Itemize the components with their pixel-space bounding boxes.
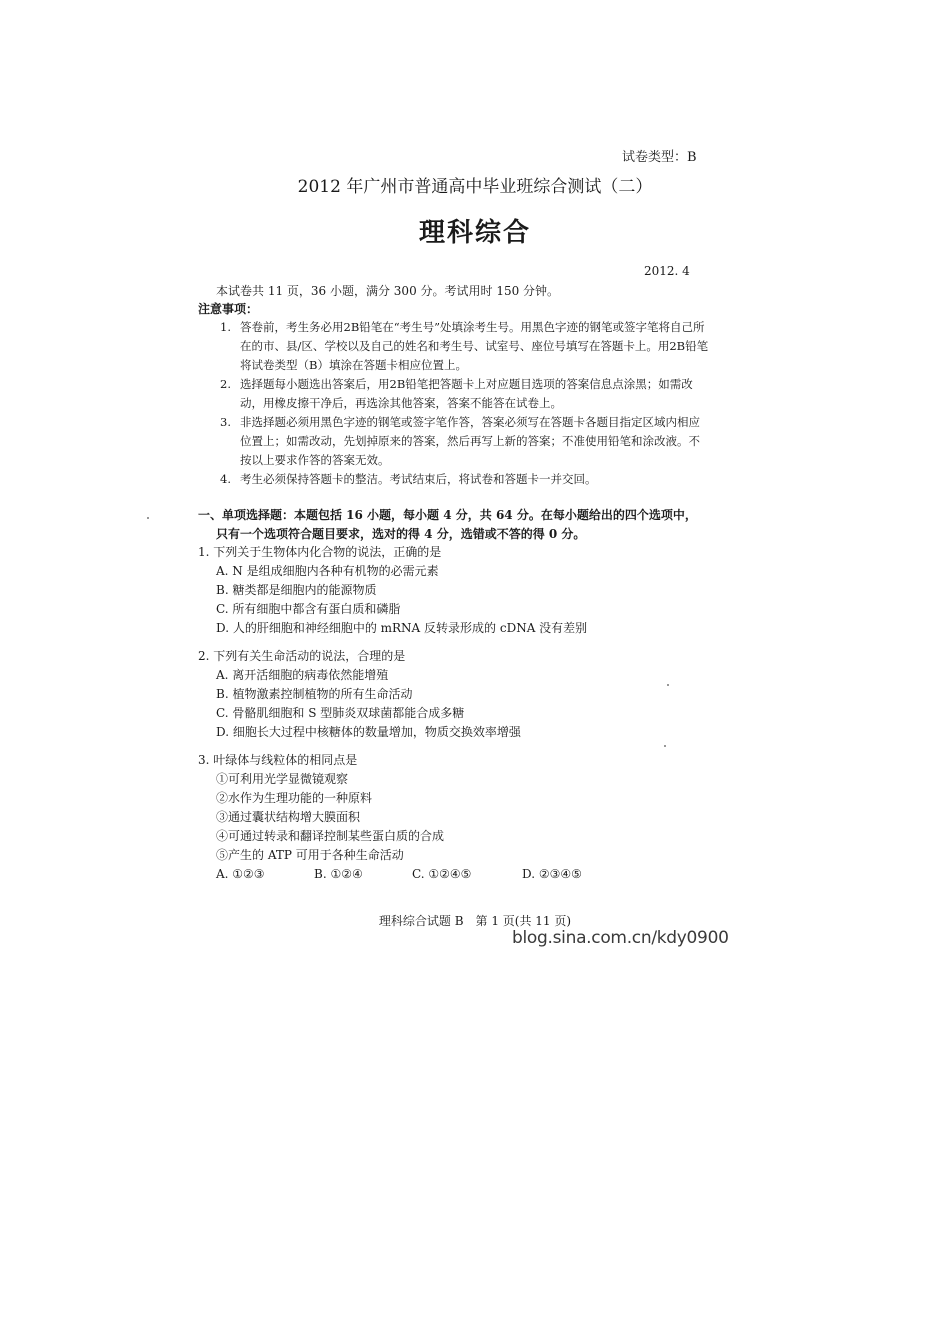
- question-stem: 2. 下列有关生命活动的说法，合理的是: [198, 649, 406, 663]
- answer-option: D. 细胞长大过程中核糖体的数量增加，物质交换效率增强: [216, 725, 521, 739]
- note-text: 答卷前，考生务必用2B铅笔在“考生号”处填涂考生号。用黑色字迹的钢笔或签字笔将自己所在的市、县/区、学校以及自己的姓名和考生号、试室号、座位号填写在答题卡上。用2B铅笔将试卷类型（B）填涂在答题卡相应位置上。: [240, 320, 709, 372]
- answer-option: A. N 是组成细胞内各种有机物的必需元素: [216, 564, 439, 578]
- question-stem: 1. 下列关于生物体内化合物的说法，正确的是: [198, 545, 442, 559]
- answer-option: B. 糖类都是细胞内的能源物质: [216, 583, 377, 597]
- answer-option: A. 离开活细胞的病毒依然能增殖: [216, 668, 389, 682]
- blog-watermark: blog.sina.com.cn/kdy0900: [512, 928, 729, 948]
- question-stem: 3. 叶绿体与线粒体的相同点是: [198, 753, 358, 767]
- scan-speck: [664, 745, 666, 747]
- answer-choice: D. ②③④⑤: [522, 867, 582, 881]
- answer-choice: C. ①②④⑤: [412, 867, 472, 881]
- scan-speck: [667, 684, 669, 686]
- section-heading-line1: 一、单项选择题：本题包括 16 小题，每小题 4 分，共 64 分。在每小题给出的四个选项中，: [198, 508, 697, 522]
- note-number: 4.: [220, 472, 231, 486]
- question-1: [198, 543, 587, 638]
- answer-option: C. 骨骼肌细胞和 S 型肺炎双球菌都能合成多糖: [216, 706, 465, 720]
- notes-list: [220, 318, 710, 489]
- section-heading: [198, 506, 718, 544]
- exam-date: 2012. 4: [644, 264, 690, 278]
- subject-title: 理科综合: [418, 218, 531, 248]
- question-3: [198, 751, 620, 884]
- note-number: 3.: [220, 415, 231, 429]
- answer-option: D. 人的肝细胞和神经细胞中的 mRNA 反转录形成的 cDNA 没有差别: [216, 621, 588, 635]
- answer-choices: [198, 865, 620, 884]
- note-text: 考生必须保持答题卡的整洁。考试结束后，将试卷和答题卡一并交回。: [240, 472, 597, 486]
- answer-option: B. 植物激素控制植物的所有生命活动: [216, 687, 413, 701]
- answer-choice: A. ①②③: [216, 867, 265, 881]
- statement-item: ③通过囊状结构增大膜面积: [216, 810, 361, 824]
- statement-item: ④可通过转录和翻译控制某些蛋白质的合成: [216, 829, 445, 843]
- scan-speck: [147, 517, 149, 519]
- answer-option: C. 所有细胞中都含有蛋白质和磷脂: [216, 602, 401, 616]
- notes-heading: 注意事项：: [198, 302, 259, 316]
- statement-item: ①可利用光学显微镜观察: [216, 772, 349, 786]
- note-text: 选择题每小题选出答案后，用2B铅笔把答题卡上对应题目选项的答案信息点涂黑；如需改动，用橡皮擦干净后，再选涂其他答案，答案不能答在试卷上。: [240, 377, 693, 410]
- section-heading-line2: 只有一个选项符合题目要求，选对的得 4 分，选错或不答的得 0 分。: [216, 527, 586, 541]
- statement-item: ⑤产生的 ATP 可用于各种生命活动: [216, 848, 404, 862]
- page-footer: 理科综合试题 B 第 1 页(共 11 页): [378, 914, 572, 928]
- exam-intro: 本试卷共 11 页，36 小题，满分 300 分。考试用时 150 分钟。: [216, 284, 560, 298]
- note-item: [220, 318, 710, 375]
- note-number: 2.: [220, 377, 231, 391]
- question-2: [198, 647, 521, 742]
- note-item: [220, 470, 710, 489]
- note-item: [220, 413, 710, 470]
- note-number: 1.: [220, 320, 231, 334]
- note-text: 非选择题必须用黑色字迹的钢笔或签字笔作答，答案必须写在答题卡各题目指定区域内相应位置上；如需改动，先划掉原来的答案，然后再写上新的答案；不准使用铅笔和涂改液。不按以上要求作答的答案无效。: [240, 415, 700, 467]
- answer-choice: B. ①②④: [314, 867, 363, 881]
- note-item: [220, 375, 710, 413]
- paper-type-label: 试卷类型：B: [622, 150, 697, 165]
- statement-item: ②水作为生理功能的一种原料: [216, 791, 373, 805]
- exam-title: 2012 年广州市普通高中毕业班综合测试（二）: [297, 177, 653, 197]
